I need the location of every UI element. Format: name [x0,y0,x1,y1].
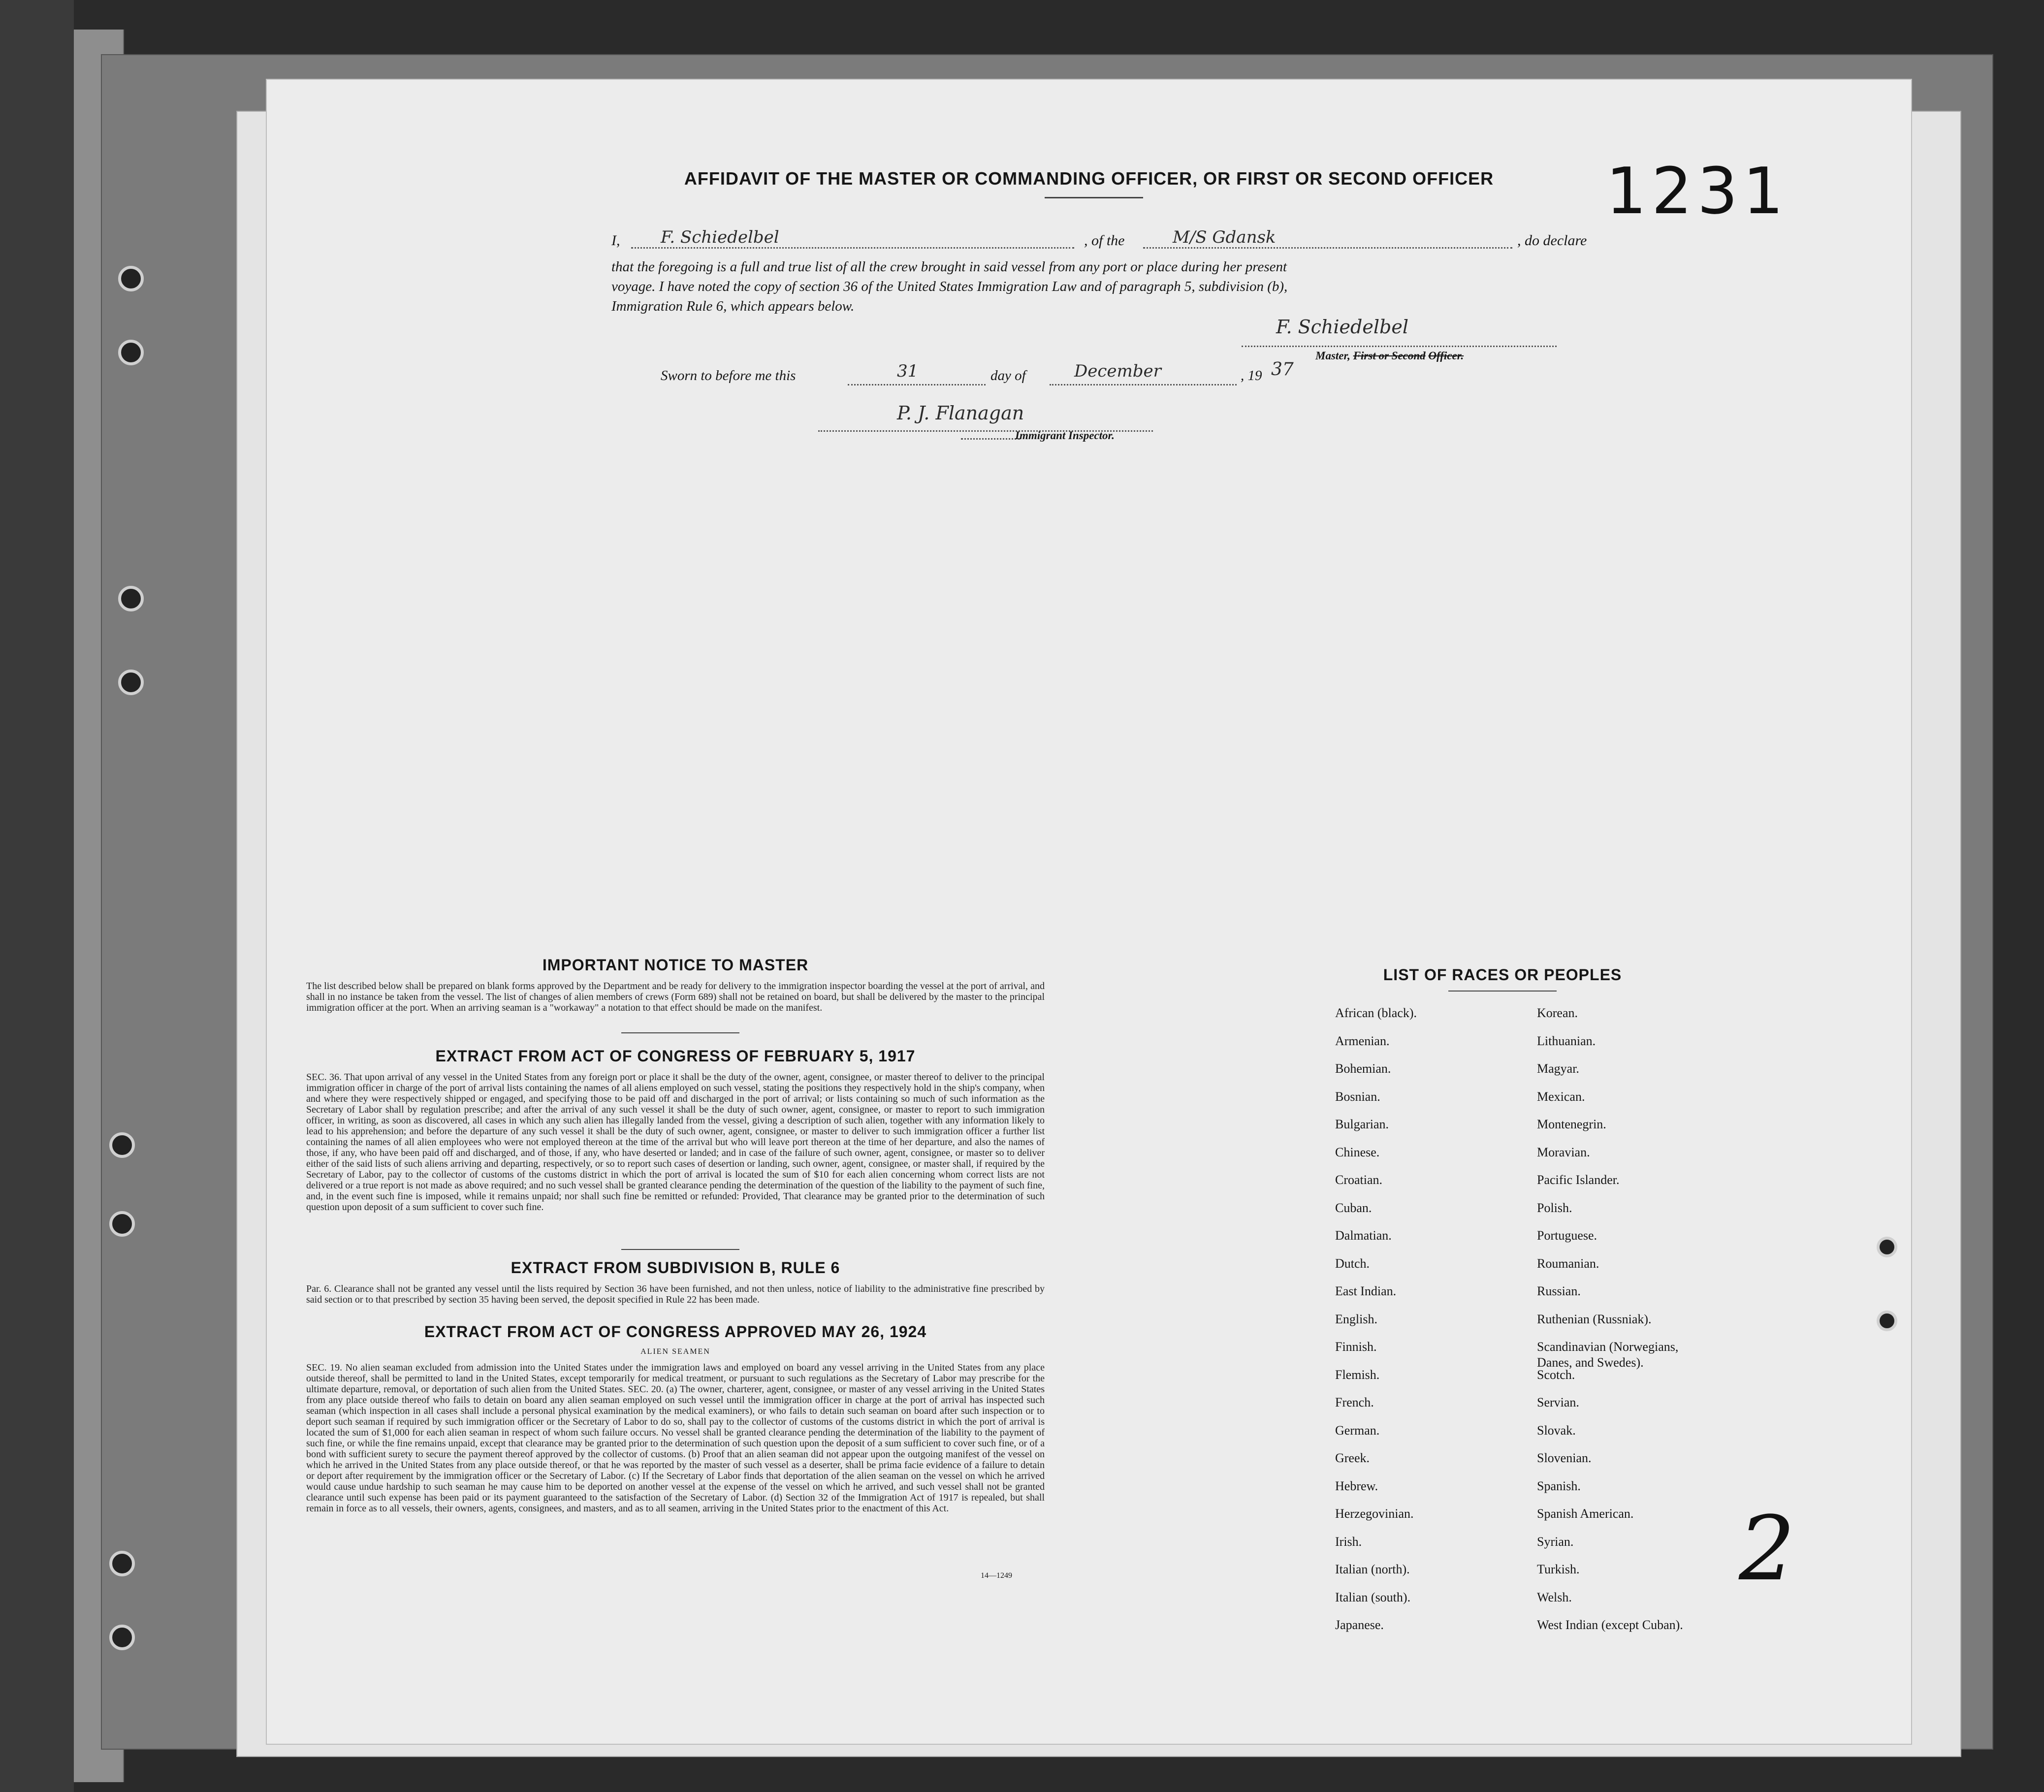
race-item: Dutch. [1335,1256,1370,1271]
year-suffix: 37 [1271,359,1294,380]
race-item: Welsh. [1537,1590,1572,1604]
notices-column [306,956,1045,1695]
race-item: Turkish. [1537,1562,1580,1576]
race-item: Cuban. [1335,1200,1372,1215]
race-item: Portuguese. [1537,1228,1597,1243]
race-item: Scandinavian (Norwegians, Danes, and Swedes). [1537,1340,1679,1370]
section-divider [621,1032,739,1033]
race-item: Lithuanian. [1537,1033,1596,1048]
binder-hole [118,586,144,611]
binder-hole [109,1211,135,1237]
race-item: Japanese. [1335,1618,1384,1632]
day-of-label: day of [990,368,1026,384]
race-item: Hebrew. [1335,1478,1378,1493]
master-caption-officer: Officer. [1428,350,1464,362]
declaration-body [611,257,1891,316]
race-item: Syrian. [1537,1534,1574,1549]
race-item: German. [1335,1423,1380,1438]
vessel-name: M/S Gdansk [1173,227,1276,247]
extract-1924-text: SEC. 19. No alien seaman excluded from admission into the United States under the immigration laws and employed on board any vessel arriving in the United States from any place outside thereof, shall be permitted to land in the United States, except temporarily for medical treatment, or pursuant to such regulations as the Secretary of Labor may prescribe for the ultimate departure, removal, or deportation of such alien from the United States. SEC. 20. (a) The owner, charterer, agent, consignee, or master of any vessel arriving in the United States from any place outside thereof who fails to detain on board any alien seaman employed on such vessel until the immigration officer in charge at the port of arrival has inspected such seaman (which inspection in all cases shall include a personal physical examination by the medical examiners), or who fails to detain such seaman on board after such inspection or to deport such seaman if required by such immigration officer or the Secretary of Labor to do so, shall pay to the collector of customs of the customs district in which the port of arrival is located the sum of $1,000 for each alien seaman in respect of whom such failure occurs. No vessel shall be granted clearance pending the determination of the liability to the payment of such fine, or while the fine remains unpaid, except that clearance may be granted prior to the determination of such question upon the deposit of a sum sufficient to cover such fine, or of a bond with sufficient surety to secure the payment thereof approved by the collector of customs. (b) Proof that an alien seaman did not appear upon the outgoing manifest of the vessel on which he arrived in the United States from any place outside thereof, or that he was reported by the master of such vessel as a deserter, shall be prima facie evidence of a failure to detain or deport after requirement by the immigration officer or the Secretary of Labor. (c) If the Secretary of Labor finds that deportation of the alien seaman on the vessel on which he arrived would cause undue hardship to such seaman he may cause him to be deported on another vessel at the expense of the vessel on which he arrived, and such vessel shall not be granted clearance until such expense has been paid or its payment guaranteed to the satisfaction of the Secretary of Labor. (d) Section 32 of the Immigration Act of 1917 is repealed, but shall remain in force as to all vessels, their owners, agents, consignees, and masters, and as to all seamen, arriving in the United States prior to the enactment of this Act. [306,1362,1045,1514]
race-item: Magyar. [1537,1061,1579,1076]
extract-1917-text: SEC. 36. That upon arrival of any vessel in the United States from any foreign port or place it shall be the duty of the owner, agent, consignee, or master thereof to deliver to the principal immigration officer in charge of the port of arrival lists containing the names of all aliens employed on such vessel, stating the positions they respectively hold in the ship's company, when and where they were respectively shipped or engaged, and specifying those to be paid off and discharged in the port of arrival; or lists containing so much of such information as the Secretary of Labor shall by regulation prescribe; and after the arrival of any such vessel it shall be the duty of such owner, agent, consignee, or master to report to such immigration officer, in writing, as soon as discovered, all cases in which any such alien has illegally landed from the vessel, giving a description of such alien, together with any information likely to lead to his apprehension; and before the departure of any such vessel it shall be the duty of such owner, agent, consignee, or master to deliver to such immigration officer a further list containing the names of all alien employees who were not employed thereon at the time of the arrival but who will leave port thereon at the time of her departure, and also the names of those, if any, who have been paid off and discharged, and of those, if any, who have deserted or landed; and in case of the failure of such owner, agent, consignee, or master so to deliver either of the said lists of such aliens arriving and departing, respectively, or so to report such cases of desertion or landing, such owner, agent, consignee, or master shall, if required by the Secretary of Labor, pay to the collector of customs of the customs district in which the port of arrival is located the sum of $10 for each alien concerning whom correct lists are not delivered or a true report is not made as above required; and no such vessel shall be granted clearance pending the determination of the question of the liability to the payment of such fine, and, in the event such fine is imposed, while it remains unpaid; nor shall such fine be remitted or refunded: Provided, That clearance may be granted prior to the determination of such question upon deposit of a sum sufficient to cover such fine. [306,1072,1045,1213]
inspector-caption: Immigrant Inspector. [1015,429,1115,442]
declaration-body-line: voyage. I have noted the copy of section 36 of the United States Immigration Law and of paragraph 5, subdivision (b), [611,279,1288,294]
master-signature: F. Schiedelbel [1276,316,1408,338]
binder-hole [109,1551,135,1576]
race-item: Greek. [1335,1451,1370,1465]
races-list-right [1537,1005,1744,1645]
section-divider [621,1249,739,1250]
binder-hole [118,340,144,365]
sworn-day: 31 [897,361,919,381]
race-item: Servian. [1537,1395,1579,1409]
page-mark: 2 [1739,1498,1795,1600]
affidavit-title: AFFIDAVIT OF THE MASTER OR COMMANDING OFFICER, OR FIRST OR SECOND OFFICER [684,168,1494,189]
binder-hole [109,1132,135,1158]
sworn-day-blank [848,384,986,385]
year-prefix: , 19 [1241,368,1262,384]
race-item: Chinese. [1335,1145,1380,1159]
race-item: Spanish. [1537,1478,1581,1493]
binder-hole [1877,1237,1897,1257]
declarant-prefix: I, [611,232,620,249]
declaration-body-line: Immigration Rule 6, which appears below. [611,298,855,314]
race-item: Scotch. [1537,1367,1575,1382]
race-item: Italian (south). [1335,1590,1411,1604]
race-item: Bosnian. [1335,1089,1380,1104]
subdivision-text: Par. 6. Clearance shall not be granted any vessel until the lists required by Section 36 have been furnished, and not then unless, notice of liability to the administrative fine prescribed by said section or to that prescribed by section 35 having been served, the deposit specified in Rule 22 has been made. [306,1283,1045,1305]
race-item: Finnish. [1335,1340,1377,1354]
declaration-line [611,227,1842,252]
sworn-month-blank [1050,384,1237,385]
do-declare-label: , do declare [1517,232,1587,249]
sworn-prefix: Sworn to before me this [661,368,796,384]
race-item: Roumanian. [1537,1256,1599,1271]
inspector-signature: P. J. Flanagan [897,402,1024,424]
declaration-body-line: that the foregoing is a full and true list of all the crew brought in said vessel from any port or place during her present [611,259,1287,275]
race-item: Dalmatian. [1335,1228,1392,1243]
race-item: Russian. [1537,1284,1581,1298]
race-item: Croatian. [1335,1173,1383,1187]
subdivision-title: EXTRACT FROM SUBDIVISION B, RULE 6 [511,1259,840,1277]
races-divider [1448,991,1557,992]
race-item: West Indian (except Cuban). [1537,1618,1683,1632]
declarant-blank [631,247,1074,249]
binder-hole [1877,1311,1897,1331]
title-divider [1045,197,1143,198]
binder-hole [118,670,144,695]
master-caption-master: Master, [1315,350,1350,362]
races-list-left [1335,1005,1532,1645]
race-item: Herzegovinian. [1335,1506,1414,1521]
race-item: English. [1335,1312,1377,1326]
of-the-label: , of the [1084,232,1125,249]
race-item: Italian (north). [1335,1562,1410,1576]
race-item: Slovenian. [1537,1451,1592,1465]
extract-1917-title: EXTRACT FROM ACT OF CONGRESS OF FEBRUARY 5, 1917 [435,1047,916,1065]
race-item: French. [1335,1395,1374,1409]
races-title: LIST OF RACES OR PEOPLES [1383,966,1622,984]
race-item: Flemish. [1335,1367,1380,1382]
race-item: Mexican. [1537,1089,1585,1104]
race-item: Slovak. [1537,1423,1576,1438]
extract-1924-subtitle: ALIEN SEAMEN [640,1347,710,1356]
sworn-line [661,355,1596,385]
extract-1924-title: EXTRACT FROM ACT OF CONGRESS APPROVED MAY 26, 1924 [424,1323,927,1341]
race-item: Ruthenian (Russniak). [1537,1312,1652,1326]
binder-hole [118,266,144,291]
declarant-signature: F. Schiedelbel [661,227,779,247]
race-item: Bohemian. [1335,1061,1391,1076]
binder-hole [109,1625,135,1650]
race-item: Polish. [1537,1200,1572,1215]
affidavit-page [266,79,1912,1745]
race-item: African (black). [1335,1006,1417,1020]
form-number: 14—1249 [981,1571,1012,1580]
notice-text: The list described below shall be prepared on blank forms approved by the Department and be ready for delivery to the immigration inspector boarding the vessel at the port of arrival, and shall in no instance be taken from the vessel. The list of changes of alien members of crews (Form 689) shall not be retained on board, but shall be delivered by the master to the principal immigration officer at the port. When an arriving seaman is a "workaway" a notation to that effect should be made on the manifest. [306,981,1045,1013]
notice-title: IMPORTANT NOTICE TO MASTER [542,956,809,974]
master-signature-line [1242,346,1557,347]
race-item: Korean. [1537,1006,1578,1020]
inspector-caption-leader [961,438,1020,440]
race-item: Moravian. [1537,1145,1590,1159]
race-item: Armenian. [1335,1033,1390,1048]
vessel-blank [1143,247,1512,249]
corner-number: 1231 [1606,154,1788,228]
race-item: Montenegrin. [1537,1117,1606,1131]
sworn-month: December [1074,361,1161,381]
scanner-frame [0,0,74,1792]
race-item: Irish. [1335,1534,1362,1549]
race-item: Bulgarian. [1335,1117,1389,1131]
master-caption-struck: First or Second [1353,350,1426,362]
race-item: Pacific Islander. [1537,1173,1620,1187]
races-section [1281,966,1724,1729]
race-item: Spanish American. [1537,1506,1634,1521]
race-item: East Indian. [1335,1284,1397,1298]
